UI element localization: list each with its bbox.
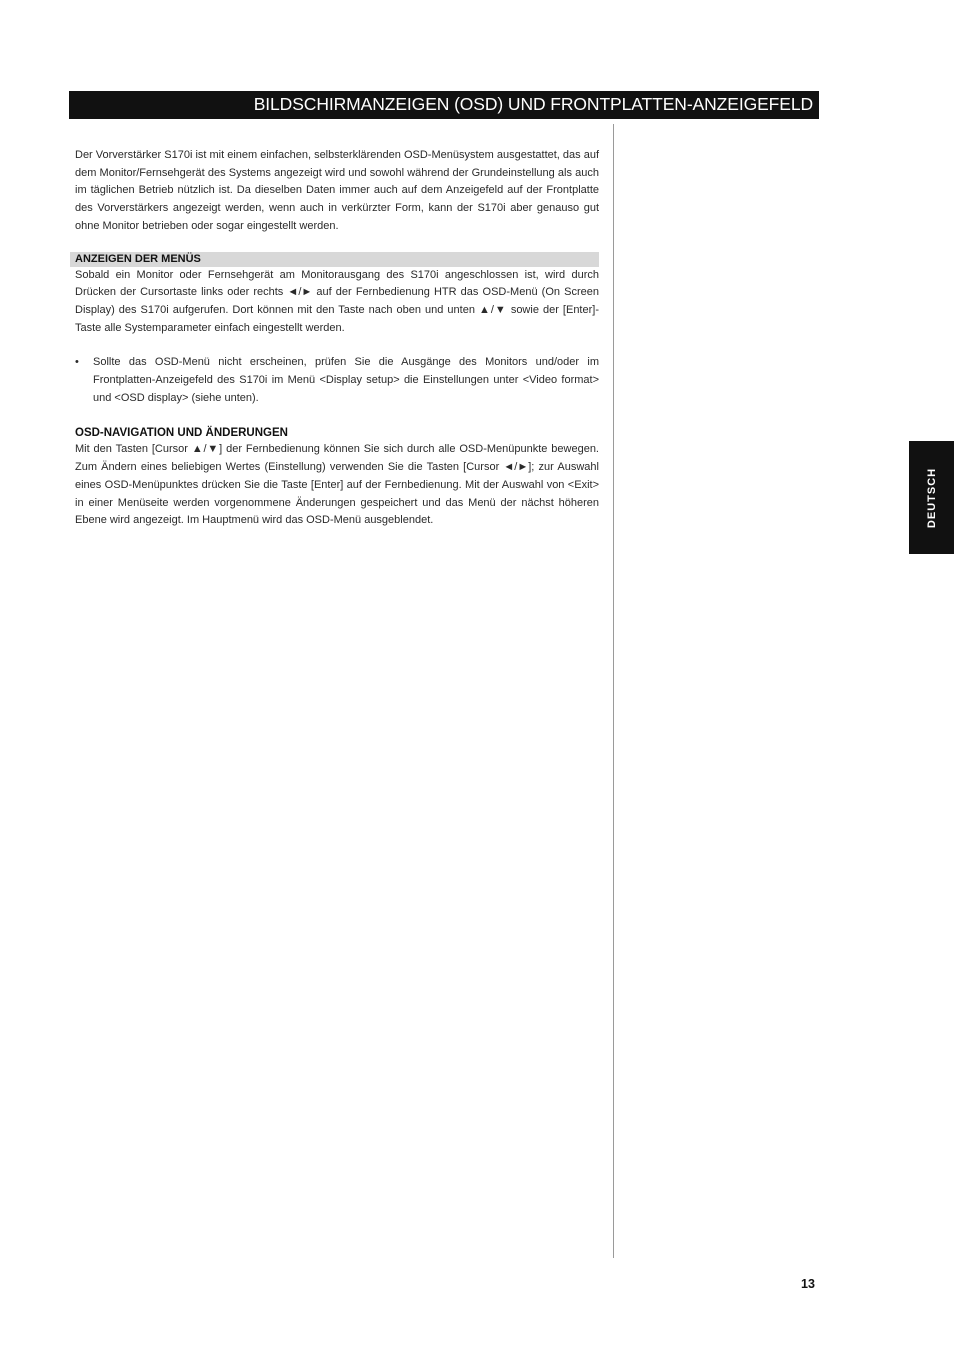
page-number: 13 — [801, 1277, 815, 1291]
bullet-text: Sollte das OSD-Menü nicht erscheinen, prüfen Sie die Ausgänge des Monitors und/oder im Frontplatten-Anzeigefeld des S170i im Menü <Display setup> die Einstellungen unter <Video format> und <OSD display> (siehe unten). — [93, 356, 599, 404]
section-heading-menus: ANZEIGEN DER MENÜS — [70, 252, 599, 267]
bullet-item — [75, 354, 599, 407]
section-heading-navigation: OSD-NAVIGATION UND ÄNDERUNGEN — [75, 427, 288, 440]
page-title: BILDSCHIRMANZEIGEN (OSD) UND FRONTPLATTEN-ANZEIGEFELD — [253, 94, 813, 114]
main-content — [75, 147, 599, 530]
section-menus-body: Sobald ein Monitor oder Fernsehgerät am Monitorausgang des S170i angeschlossen ist, wird durch Drücken der Cursortaste links oder rechts ◄/► auf der Fernbedienung HTR das OSD-Menü (On Screen Display) des S170i aufgerufen. Dort können mit den Taste nach oben und unten ▲/▼ sowie der [Enter]-Taste alle Systemparameter einfach eingestellt werden. — [75, 268, 599, 334]
section-title-bar — [69, 91, 819, 119]
language-tab-label: DEUTSCH — [925, 467, 938, 528]
bullet-icon: • — [75, 356, 79, 369]
section-navigation-body: Mit den Tasten [Cursor ▲/▼] der Fernbedienung können Sie sich durch alle OSD-Menüpunkte bewegen. Zum Ändern eines beliebigen Wertes (Einstellung) verwenden Sie die Tasten [Cursor ◄/►]; zur Auswahl eines OSD-Menüpunktes drücken Sie die Taste [Enter] auf der Fernbedienung. Mit der Auswahl von <Exit> in einer Menüseite werden vorgenommene Änderungen gespeichert und das Menü der nächst höheren Ebene wird angezeigt. Im Hauptmenü wird das OSD-Menü ausgeblendet. — [75, 443, 599, 527]
intro-paragraph: Der Vorverstärker S170i ist mit einem einfachen, selbsterklärenden OSD-Menüsystem ausgestattet, das auf dem Monitor/Fernsehgerät des Systems angezeigt wird und sowohl während der Grundeinstellung als auch im täglichen Betrieb nützlich ist. Da dieselben Daten immer auch auf dem Anzeigefeld auf der Frontplatte des Vorverstärkers angezeigt werden, wenn auch in verkürzter Form, kann der S170i aber genauso gut ohne Monitor betrieben oder sogar eingestellt werden. — [75, 149, 599, 232]
language-tab — [909, 441, 954, 554]
column-divider — [613, 124, 614, 1258]
